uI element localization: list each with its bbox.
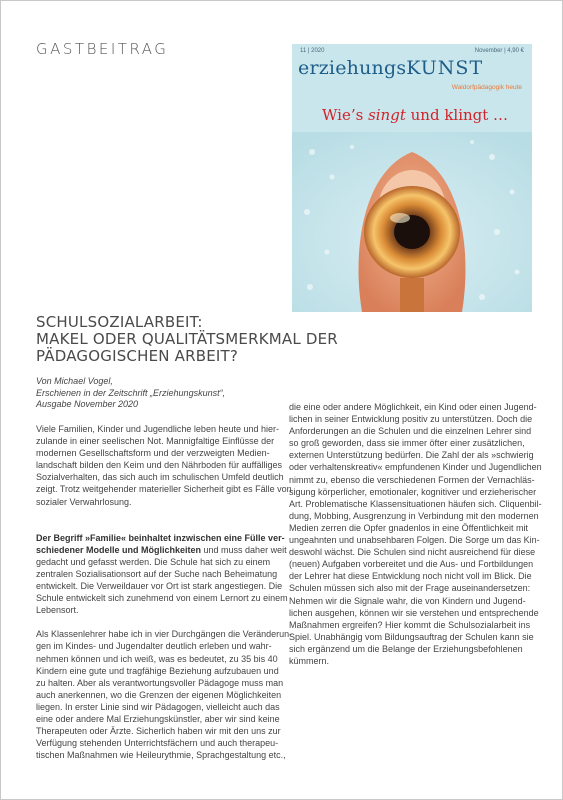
body-line: entwickelt. Die Verweildauer vor Ort ist stark angestiegen. Die (36, 581, 283, 592)
body-line: so groß geworden, dass sie immer öfter einer zusätzlichen, (289, 438, 525, 449)
cover-photo-trumpet-player (292, 132, 532, 312)
body-line: Medien zerren die Opfer gnadenlos in eine Öffentlichkeit mit (289, 522, 528, 533)
magazine-cover (292, 44, 532, 312)
byline-issue: Ausgabe November 2020 (36, 399, 139, 409)
headline-line: SCHULSOZIALARBEIT: (36, 313, 203, 331)
cover-tagline (322, 106, 508, 124)
body-line: sigung körperlicher, emotionaler, kognitiver und erzieherischer (289, 486, 537, 497)
body-line: Kindern eine gute und tragfähige Beziehung aufzubauen und (36, 665, 279, 676)
body-line: eine oder andere Mal Erziehungskünstler, aber wir sind keine (36, 713, 280, 724)
body-line: liegen. In erster Linie sind wir Pädagogen, vielleicht auch das (36, 701, 280, 712)
body-line: modernen Gesellschaftsform und der verzweigten Medien- (36, 448, 270, 459)
body-line: Schule entwickelt sich zunehmend von einem Lernort zu einem (36, 593, 288, 604)
lead-rest: und muss daher weit (201, 544, 287, 555)
body-line: auch anerkennen, wo die Grenzen der eigenen Möglichkeiten (36, 689, 282, 700)
body-line: Maßnahmen ergreifen? Hier kommt die Schulsozialarbeit ins (289, 619, 531, 630)
body-line: Schulen müssen sich also mit der Frage auseinandersetzen: (289, 583, 531, 594)
body-line: lichen ausgehen, können wir sie verstehen und entsprechende (289, 607, 539, 618)
cover-tagline-a: Wie’s (322, 106, 369, 124)
body-line: kümmern. (289, 655, 330, 666)
body-line: nimmt zu, ebenso die verschiedenen Formen der Vernachläs- (289, 474, 535, 485)
cover-date-price: November | 4,90 € (474, 48, 524, 54)
paragraph-gap (36, 520, 276, 532)
headline-line: MAKEL ODER QUALITÄTSMERKMAL DER (36, 330, 338, 348)
cover-title-main: erziehungs (298, 57, 407, 79)
headline-line: PÄDAGOGISCHEN ARBEIT? (36, 347, 239, 365)
body-line: ungeahnten und unabsehbaren Folgen. Die Sorge um das Kin- (289, 535, 540, 546)
body-line: lichen in seiner Entwicklung positiv zu unterstützen. Doch die (289, 414, 533, 425)
lead-bold: Der Begriff »Familie« beinhaltet inzwischen eine Fülle ver- (36, 532, 285, 543)
body-line: Art. Problematische Klassensituationen häufen sich. Cliquenbil- (289, 498, 542, 509)
body-line: Spiel. Unabhängig vom Bildungsauftrag der Schulen kann sie (289, 631, 534, 642)
body-line: gen im Kindes- und Jugendalter deutlich erleben und wahr- (36, 641, 272, 652)
body-line: externen Unterstützung bedürfen. Die Zahl der als »schwierig (289, 450, 534, 461)
paragraph-gap (36, 508, 276, 520)
body-line: Nehmen wir die Signale wahr, die von Kindern und Jugend- (289, 595, 526, 606)
body-line: Viele Familien, Kinder und Jugendliche leben heute und hier- (36, 424, 279, 434)
body-line: die eine oder andere Möglichkeit, ein Kind oder einen Jugend- (289, 402, 537, 412)
section-label: GASTBEITRAG (36, 40, 169, 58)
body-line: gedacht und gefasst werden. Die Schule hat sich zu einem (36, 556, 271, 567)
body-line: zu halten. Aber als verantwortungsvoller Pädagoge muss man (36, 677, 284, 688)
byline-author: Von Michael Vogel, (36, 376, 113, 386)
body-line: Sozialverhalten, das sich auch im schulischen Umfeld deutlich (36, 472, 284, 483)
body-line (36, 544, 287, 556)
lead-bold: schiedener Modelle und Möglichkeiten (36, 544, 202, 555)
body-line: nehmen können und ich weiß, was es bedeutet, zu 35 bis 40 (36, 653, 278, 664)
cover-title-kunst: KUNST (406, 57, 484, 79)
cover-tagline-b: singt (368, 106, 406, 124)
body-line: sozialer Verwahrlosung. (36, 496, 132, 507)
body-line: Als Klassenlehrer habe ich in vier Durchgängen die Veränderun- (36, 629, 293, 640)
cover-issue: 11 | 2020 (300, 48, 325, 54)
body-line: (neuen) Aufgaben vorbereitet und die Aus- und Fortbildungen (289, 559, 534, 570)
cover-subtitle: Waldorfpädagogik heute (451, 84, 522, 91)
paragraph-gap (36, 616, 276, 628)
body-line: der Lehrer hat diese Entwicklung noch nicht voll im Blick. Die (289, 571, 532, 582)
body-line: sich ergänzend um die Belange der Erziehungsbefohlenen (289, 643, 523, 654)
text-column-left (36, 423, 293, 761)
body-line: zeigt. Trotz weitgehender materieller Sicherheit gibt es Fälle von (36, 484, 292, 495)
article-headline (36, 314, 338, 365)
body-line: dung, Mobbing, Ausgrenzung in Verbindung mit den modernen (289, 510, 539, 521)
body-line: oder verhaltenskreativ« empfundenen Kinder und Jugendlichen (289, 462, 542, 473)
text-column-right (289, 401, 542, 667)
body-line (36, 532, 285, 544)
body-line: tischen Maßnahmen wie Heileurythmie, Sprachgestaltung etc., (36, 750, 286, 761)
byline (36, 376, 225, 411)
body-line: deswohl wächst. Die Schulen sind nicht ausreichend für diese (289, 547, 536, 558)
cover-title (298, 57, 483, 79)
body-line: Therapeuten oder Ärzte. Sicherlich haben wir mit den uns zur (36, 726, 281, 737)
body-line: Lebensort. (36, 605, 79, 616)
byline-source: Erschienen in der Zeitschrift „Erziehungskunst“, (36, 387, 226, 398)
body-line: zentralen Sozialisationsort auf der Suche nach Beheimatung (36, 568, 278, 579)
body-line: Anforderungen an die Schulen und die einzelnen Lehrer sind (289, 426, 532, 437)
body-line: landschaft bilden den Keim und den Nährboden für auffälliges (36, 460, 283, 471)
body-line: Verfügung stehenden Unterrichtsfächern und auch therapeu- (36, 738, 279, 749)
body-line: zulande in einer seelischen Not. Mannigfaltige Einflüsse der (36, 436, 275, 447)
cover-tagline-c: und klingt … (405, 106, 509, 124)
